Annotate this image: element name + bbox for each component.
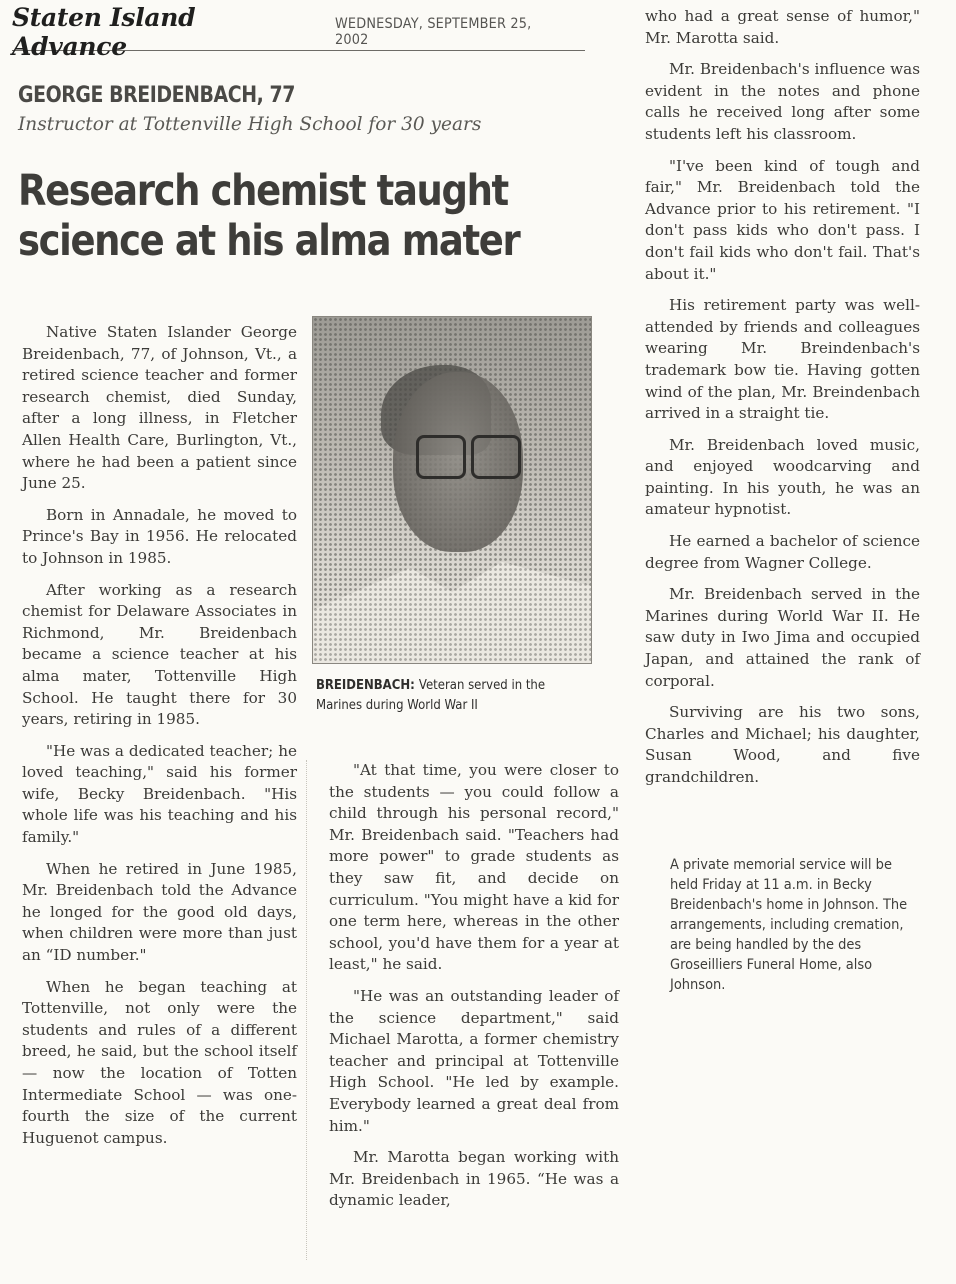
memorial-service-notice: A private memorial service will be held Friday at 11 a.m. in Becky Breidenbach's home in Johnson. The arrangements, including cremation, are being handled by the des Groseilliers Funeral Home, also Johnson. [670,857,908,993]
caption-text: Veteran served in the Marines during World War II [316,678,546,713]
photo-shirt [313,562,591,664]
photo-glasses-right [471,435,521,479]
paragraph: Mr. Marotta began working with Mr. Breidenbach in 1965. “He was a dynamic leader, [329,1148,619,1210]
article-headline: Research chemist taught science at his alma mater [18,166,520,266]
obituary-subtitle: Instructor at Tottenville High School for 30 years [18,114,482,135]
paragraph: When he began teaching at Tottenville, not only were the students and rules of a different breed, he said, but the school itself — now the location of Totten Intermediate School — was one-fourth the size of the current Huguenot campus. [22,977,297,1147]
paragraph: "He was an outstanding leader of the science department," said Michael Marotta, a former chemistry teacher and principal at Tottenville High School. "He led by example. Everybody learned a great deal from him." [329,986,619,1135]
paragraph: Mr. Breidenbach served in the Marines during World War II. He saw duty in Iwo Jima and occupied Japan, and attained the rank of corporal. [645,585,920,690]
article-column-2 [329,760,619,1222]
portrait-photo [312,316,592,664]
paragraph: "He was a dedicated teacher; he loved teaching," said his former wife, Becky Breidenbach. "His whole life was his teaching and his family." [22,741,297,847]
paragraph: Native Staten Islander George Breidenbach, 77, of Johnson, Vt., a retired science teacher and former research chemist, died Sunday, after a long illness, in Fletcher Allen Health Care, Burlington, Vt., where he had been a patient since June 25. [22,323,297,493]
newspaper-name: Staten Island Advance [12,3,196,61]
caption-lead: BREIDENBACH: [316,678,415,693]
paragraph: who had a great sense of humor," Mr. Marotta said. [645,7,920,47]
article-column-3 [645,6,920,799]
masthead [12,3,585,61]
photo-glasses-left [416,435,466,479]
paragraph: When he retired in June 1985, Mr. Breidenbach told the Advance he longed for the good old days, when children were more than just an “ID number." [22,859,297,965]
paragraph: Surviving are his two sons, Charles and Michael; his daughter, Susan Wood, and five grandchildren. [645,703,920,786]
paragraph: Mr. Breidenbach loved music, and enjoyed woodcarving and painting. In his youth, he was an amateur hypnotist. [645,435,920,519]
paragraph: Mr. Breidenbach's influence was evident in the notes and phone calls he received long after some students left his classroom. [645,60,920,143]
column-divider [306,760,307,1260]
paragraph: "At that time, you were closer to the students — you could follow a child through his personal record," Mr. Breidenbach said. "Teachers had more power" to grade students as they saw fit, and decide on curriculum. "You might have a kid for one term here, whereas in the other school, you'd have them for a year at least," he said. [329,761,619,974]
paragraph: After working as a research chemist for Delaware Associates in Richmond, Mr. Breidenbach became a science teacher at his alma mater, Tottenville High School. He taught there for 30 years, retiring in 1985. [22,580,297,729]
paragraph: He earned a bachelor of science degree from Wagner College. [645,532,920,572]
article-column-1 [22,322,297,1159]
obituary-name: GEORGE BREIDENBACH, 77 [18,83,296,108]
paragraph: His retirement party was well-attended by friends and colleagues wearing Mr. Breindenbach's trademark bow tie. Having gotten wind of the plan, Mr. Breindenbach arrived in a straight tie. [645,296,920,423]
publication-date: WEDNESDAY, SEPTEMBER 25, 2002 [335,16,532,48]
photo-caption [316,676,568,716]
paragraph: "I've been kind of tough and fair," Mr. Breidenbach told the Advance prior to his retirement. "I don't pass kids who don't pass. I don't fail kids who don't fail. That's about it." [645,156,920,283]
paragraph: Born in Annadale, he moved to Prince's Bay in 1956. He relocated to Johnson in 1985. [22,505,297,567]
